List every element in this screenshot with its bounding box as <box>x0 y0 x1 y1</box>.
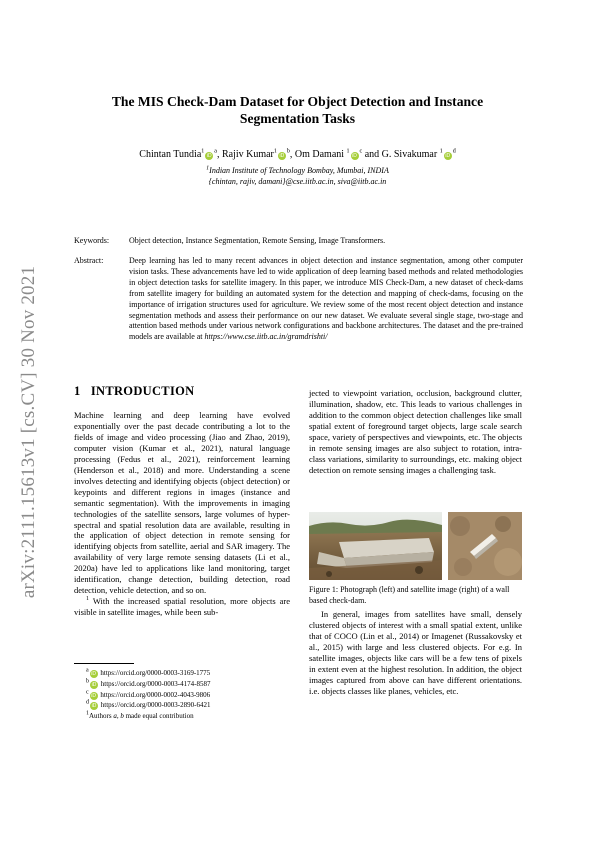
orcid-icon: iD <box>91 681 97 688</box>
orcid-icon: iD <box>445 153 451 159</box>
paragraph: In general, images from satellites have small, densely clustered objects of interest with a small spatial extent, unlike that of COCO (Lin et al., 2014) or Imagenet (Russakovsky et al., 2015) with large and less clustered objects. For e.g. In satellite images, objects like cars will be a few tens of pixels in extent even at the highest resolution. In addition, the object images captured from above can have different orientations. i.e. objects classes like planes, vehicles, etc. <box>309 609 522 696</box>
orcid-icon: iD <box>206 153 212 159</box>
dataset-link[interactable]: https://www.cse.iitb.ac.in/gramdrishti/ <box>204 332 328 342</box>
footnotes: $^a$iD https://orcid.org/0000-0003-3169-1775 $^b$iD https://orcid.org/0000-0003-4174-8587 $^c$iD https://orcid.org/0000-0002-4043-9806 $^d$iD https://orcid.org/0000-0003-2890-6421 $^1$Authors a, b made equal contribution <box>86 667 211 721</box>
footnote-rule <box>74 663 134 664</box>
paper-title: The MIS Check-Dam Dataset for Object Detection and Instance Segmentation Tasks <box>111 94 484 126</box>
author-name: Chintan Tundia <box>139 149 202 160</box>
paragraph: jected to viewpoint variation, occlusion, background clutter, illumination, shadow, etc. This leads to various challenges in addition to the common object detection challenges like small spatial extent of foreground target objects, large scale search space, variety of perspectives and viewpoints, etc. The objects in remote sensing images are also subject to rotation, intra-class variations, similarity to surroundings, etc. making object detection on remote sensing images a challenging task. <box>309 388 522 475</box>
figure-caption: Figure 1: Photograph (left) and satellite image (right) of a wall based check-dam. <box>309 585 510 605</box>
intro-column-left <box>74 410 290 618</box>
abstract-text: Deep learning has led to many recent advances in object detection and instance segmentation, among other computer vision tasks. These advancements have led to wide application of deep learning based methods and related methodologies in object detection tasks for satellite imagery. In this paper, we introduce MIS Check-Dam, a new dataset of check-dams from satellite imagery for building an automated system for the detection and mapping of check-dams, focusing on the importance of irrigation structures used for agriculture. We review some of the most recent object detection and instance segmentation methods and assess their performance on our new dataset. We evaluate several single stage, two-stage and attention based methods under various network configurations and backbone architectures. The dataset and the pre-trained models are available at https://www.cse.iitb.ac.in/gramdrishti/ <box>129 256 523 342</box>
author-name: , Om Damani <box>289 149 347 160</box>
abstract-label: Abstract: <box>74 256 104 265</box>
orcid-icon: iD <box>91 671 97 677</box>
paragraph: Machine learning and deep learning have evolved exponentially over the past decade contributing a lot to the fields of image and video processing (Jiao and Zhao, 2019), computer vision (Kumar et al., 2021), natural language processing (Fedus et al., 2021), reinforcement learning (Henderson et al., 2018) and more. Understanding a scene involves detecting and identifying objects (object detection) or keypoints and different regions in images (instance and semantic segmentation). With the improvements in imaging technologies of the satellite sensors, large volumes of hyper-spectral and spatial resolution data are available, resulting in the application of object detection in remote sensing for identifying objects from satellite, aerial and SAR imagery. The availability of very large remote sensing datasets (Li et al., 2020a) have led to applications like land monitoring, target identification, change detection, building detection, road detection, vehicle detection, and so on. <box>74 410 290 596</box>
contribution-note: $^1$Authors a, b made equal contribution <box>86 710 194 721</box>
affiliation: $^1$Indian Institute of Technology Bombay, Mumbai, INDIA {chintan, rajiv, damani}@cse.iitb.ac.in, siva@iitb.ac.in <box>206 165 389 186</box>
section-heading: 1 INTRODUCTION <box>74 384 195 398</box>
orcid-link[interactable]: https://orcid.org/0000-0003-3169-1775 <box>100 669 211 677</box>
keywords-text: Object detection, Instance Segmentation, Remote Sensing, Image Transformers. <box>129 236 386 245</box>
author-name: , Rajiv Kumar <box>216 149 274 160</box>
arxiv-id: arXiv:2111.15613v1 [cs.CV] 30 Nov 2021 <box>18 265 39 599</box>
intro-column-right-bottom <box>309 609 522 697</box>
orcid-icon: iD <box>279 153 285 159</box>
keywords-label: Keywords: <box>74 236 110 245</box>
author-name: and G. Sivakumar <box>362 149 440 160</box>
orcid-link[interactable]: https://orcid.org/0000-0003-4174-8587 <box>100 679 211 688</box>
check-dam-photo <box>309 512 442 580</box>
paragraph: $^1$ With the increased spatial resolution, more objects are visible in satellite images, while been sub- <box>74 596 290 618</box>
orcid-icon: iD <box>91 692 97 699</box>
orcid-icon: iD <box>91 703 97 710</box>
orcid-link[interactable]: https://orcid.org/0000-0003-2890-6421 <box>100 701 211 710</box>
check-dam-satellite-image <box>448 512 522 580</box>
orcid-link[interactable]: https://orcid.org/0000-0002-4043-9806 <box>100 690 211 699</box>
author-list: Chintan $Tundia^1iD^a$, Rajiv $Kumar^1iD^b$, Om Damani $^1iD^c$ and G. Sivakumar $^1iD^d$ <box>139 148 456 160</box>
arxiv-sidebar <box>20 262 38 602</box>
intro-column-right-top <box>309 388 522 476</box>
orcid-icon: iD <box>352 153 357 159</box>
